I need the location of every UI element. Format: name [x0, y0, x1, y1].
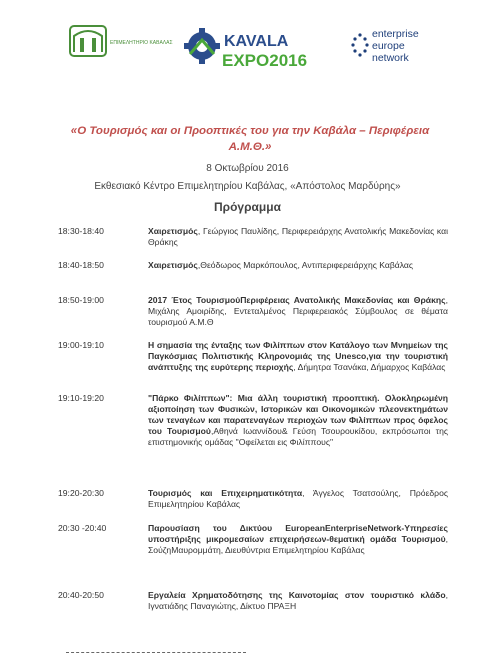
program-time: 18:30-18:40 — [58, 226, 104, 236]
program-topic: Εργαλεία Χρηματοδότησης της Καινοτομίας στον τουριστικό κλάδο — [148, 590, 446, 600]
een-stars-icon — [350, 32, 370, 62]
program-speaker: , Άγγελος Τσατσούλης, Πρόεδρος Επιμελητηρίου Καβάλας — [148, 488, 448, 509]
event-venue: Εκθεσιακό Κέντρο Επιμελητηρίου Καβάλας, «Απόστολος Μαρδύρης» — [94, 181, 401, 192]
program-topic: Χαιρετισμός — [148, 260, 198, 270]
program-speaker: , Δήμητρα Τσανάκα, Δήμαρχος Καβάλας — [293, 362, 446, 372]
program-heading: Πρόγραμμα — [214, 200, 281, 214]
program-description — [148, 260, 448, 271]
program-time: 18:50-19:00 — [58, 295, 104, 305]
program-topic: Η σημασία της ένταξης των Φιλίππων στον Κατάλογο των Μνημείων της Παγκόσμιας Πολιτιστικής Κληρονομιάς της Unesco,για την τουριστική ανάπτυξης της ευρύτερης περιοχής — [148, 340, 448, 372]
program-topic: Τουρισμός και Επιχειρηματικότητα — [148, 488, 303, 498]
program-topic: Παρουσίαση του Δικτύου EuropeanEnterpriseNetwork-Υπηρεσίες υποστήριξης μικρομεσαίων επιχειρήσεων-θεματική ομάδα Τουρισμού — [148, 523, 448, 544]
program-speaker: ,Αθηνά Ιωαννίδου& Γεύση Τσουρουκίδου, εκπρόσωποι της επιστημονικής ομάδας "Οφείλεται εις Φιλίππους" — [148, 426, 448, 447]
footer-divider — [66, 652, 246, 653]
chamber-caption: ΕΠΙΜΕΛΗΤΗΡΙΟ ΚΑΒΑΛΑΣ — [110, 40, 173, 46]
program-speaker: , Μιχάλης Αμοιρίδης, Εντεταλμένος Περιφερειακός Σύμβουλος σε θέματα τουρισμού Α.Μ.Θ — [148, 295, 448, 327]
program-speaker: , ΣούζηΜαυρομμάτη, Διευθύντρια Επιμελητηρίου Καβάλας — [148, 534, 448, 555]
logo-bar — [0, 12, 495, 82]
program-topic: "Πάρκο Φιλίππων": Μια άλλη τουριστική προοπτική. Ολοκληρωμένη αξιοποίηση των Φυσικών, Ιστορικών και Οικονομικών πλεονεκτημάτων των τεναγέων και παρατεναγέων περιοχών των Φιλίππων προς όφελος του Τουρισμού — [148, 393, 448, 436]
program-description — [148, 488, 448, 510]
kavala-expo-logo — [182, 24, 322, 76]
program-time: 19:20-20:30 — [58, 488, 104, 498]
expo-line1: KAVALA — [224, 33, 289, 50]
program-description — [148, 340, 448, 373]
een-wordmark — [372, 28, 419, 64]
program-description — [148, 295, 448, 328]
program-description — [148, 393, 448, 448]
expo-line2: EXPO2016 — [222, 51, 308, 70]
program-topic: 2017 Έτος ΤουρισμούΠεριφέρειας Ανατολικής Μακεδονίας και Θράκης — [148, 295, 446, 305]
een-line3: network — [372, 52, 409, 64]
program-time: 19:10-19:20 — [58, 393, 104, 403]
program-speaker: , Γεώργιος Παυλίδης, Περιφερειάρχης Ανατολικής Μακεδονίας και Θράκης — [148, 226, 448, 247]
een-line2: europe — [372, 40, 405, 52]
program-topic: Χαιρετισμός — [148, 226, 198, 236]
program-speaker: ,Θεόδωρος Μαρκόπουλος, Αντιπεριφερειάρχης Καβάλας — [197, 260, 414, 270]
program-time: 20:30 -20:40 — [58, 523, 107, 533]
program-time: 20:40-20:50 — [58, 590, 104, 600]
een-logo — [350, 26, 440, 78]
een-line1: enterprise — [372, 28, 419, 40]
chamber-logo — [68, 22, 173, 62]
event-date: 8 Οκτωβρίου 2016 — [206, 163, 289, 174]
program-description — [148, 590, 448, 612]
program-time: 19:00-19:10 — [58, 340, 104, 350]
gear-icon — [184, 28, 220, 64]
program-description — [148, 226, 448, 248]
event-title: «Ο Τουρισμός και οι Προοπτικές του για την Καβάλα – Περιφέρεια Α.Μ.Θ.» — [70, 125, 430, 153]
program-description — [148, 523, 448, 556]
chamber-emblem-icon — [68, 22, 173, 62]
program-speaker: , Ιγνατιάδης Παναγιώτης, Δίκτυο ΠΡΑΞΗ — [148, 590, 448, 611]
program-time: 18:40-18:50 — [58, 260, 104, 270]
